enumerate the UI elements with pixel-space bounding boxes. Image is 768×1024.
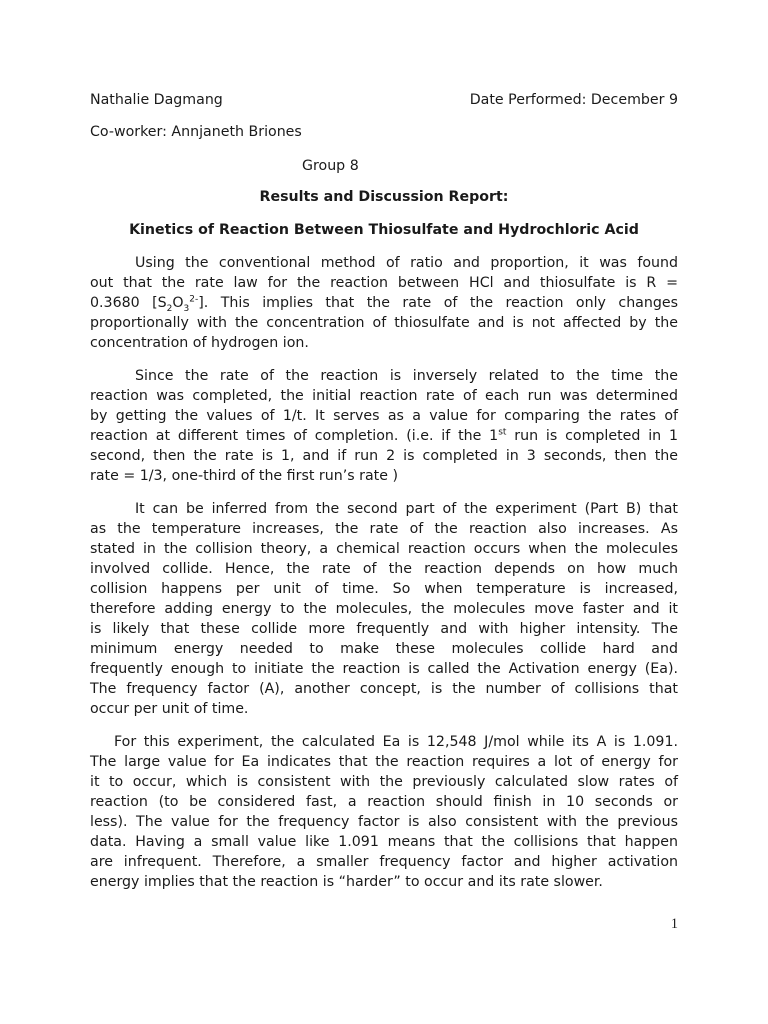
- text-line: energy implies that the reaction is “harder” to occur and its rate slower.: [90, 874, 603, 890]
- page-number: 1: [670, 916, 678, 932]
- text-line: minimum energy needed to make these molecules collide hard and: [90, 641, 678, 657]
- text-line: concentration of hydrogen ion.: [90, 335, 309, 351]
- text-line: It can be inferred from the second part of the experiment (Part B) that: [135, 501, 678, 517]
- text-line: reaction (to be considered fast, a reaction should finish in 10 seconds or: [90, 794, 678, 810]
- text-line: by getting the values of 1/t. It serves as a value for comparing the rates of: [90, 408, 678, 424]
- text-line: therefore adding energy to the molecules, the molecules move faster and it: [90, 601, 678, 617]
- text-segment: run is completed in 1: [506, 428, 679, 444]
- paragraph-activation-energy: [90, 732, 678, 892]
- text-line: is likely that these collide more frequently and with higher intensity. The: [90, 621, 678, 637]
- text-segment: reaction at different times of completion. (i.e. if the 1: [90, 428, 499, 444]
- text-line: proportionally with the concentration of thiosulfate and is not affected by the: [90, 315, 678, 331]
- subscript: 3: [183, 303, 190, 314]
- text-segment: ]. This implies that the rate of the reaction only changes: [198, 295, 678, 311]
- text-line: out that the rate law for the reaction between HCl and thiosulfate is R =: [90, 275, 678, 291]
- paragraph-rate-law: [90, 253, 678, 353]
- header-row: [90, 90, 678, 110]
- superscript: st: [498, 427, 507, 438]
- text-line: it to occur, which is consistent with the previously calculated slow rates of: [90, 774, 678, 790]
- text-line: as the temperature increases, the rate of the reaction also increases. As: [90, 521, 678, 537]
- text-line: The large value for Ea indicates that the reaction requires a lot of energy for: [90, 754, 678, 770]
- text-line: The frequency factor (A), another concept, is the number of collisions that: [90, 681, 678, 697]
- text-line: data. Having a small value like 1.091 means that the collisions that happen: [90, 834, 678, 850]
- text-line: [90, 426, 678, 446]
- text-line: frequently enough to initiate the reaction is called the Activation energy (Ea).: [90, 661, 678, 677]
- topic-title: Kinetics of Reaction Between Thiosulfate and Hydrochloric Acid: [129, 222, 639, 238]
- report-title: Results and Discussion Report:: [259, 189, 509, 205]
- text-line: For this experiment, the calculated Ea is 12,548 J/mol while its A is 1.091.: [114, 734, 678, 750]
- text-line: stated in the collision theory, a chemical reaction occurs when the molecules: [90, 541, 678, 557]
- paragraph-temperature: [90, 499, 678, 719]
- text-segment: 0.3680 [S: [90, 295, 167, 311]
- paragraph-initial-rate: [90, 366, 678, 486]
- text-line: less). The value for the frequency factor is also consistent with the previous: [90, 814, 678, 830]
- report-body: [90, 253, 678, 905]
- text-line: Since the rate of the reaction is inversely related to the time the: [135, 368, 678, 384]
- text-line: involved collide. Hence, the rate of the reaction depends on how much: [90, 561, 678, 577]
- subscript: 2: [166, 303, 173, 314]
- superscript: 2-: [189, 294, 199, 305]
- text-line: [90, 293, 678, 313]
- text-line: collision happens per unit of time. So when temperature is increased,: [90, 581, 678, 597]
- coworker-line: Co-worker: Annjaneth Briones: [90, 124, 302, 140]
- text-line: second, then the rate is 1, and if run 2 is completed in 3 seconds, then the: [90, 448, 678, 464]
- group-number: Group 8: [302, 158, 359, 174]
- text-segment: O: [172, 295, 184, 311]
- text-line: rate = 1/3, one-third of the first run’s rate ): [90, 468, 398, 484]
- date-performed: Date Performed: December 9: [469, 92, 678, 108]
- author-name: Nathalie Dagmang: [90, 92, 223, 108]
- text-line: Using the conventional method of ratio and proportion, it was found: [135, 255, 678, 271]
- text-line: reaction was completed, the initial reaction rate of each run was determined: [90, 388, 678, 404]
- text-line: are infrequent. Therefore, a smaller frequency factor and higher activation: [90, 854, 678, 870]
- text-line: occur per unit of time.: [90, 701, 249, 717]
